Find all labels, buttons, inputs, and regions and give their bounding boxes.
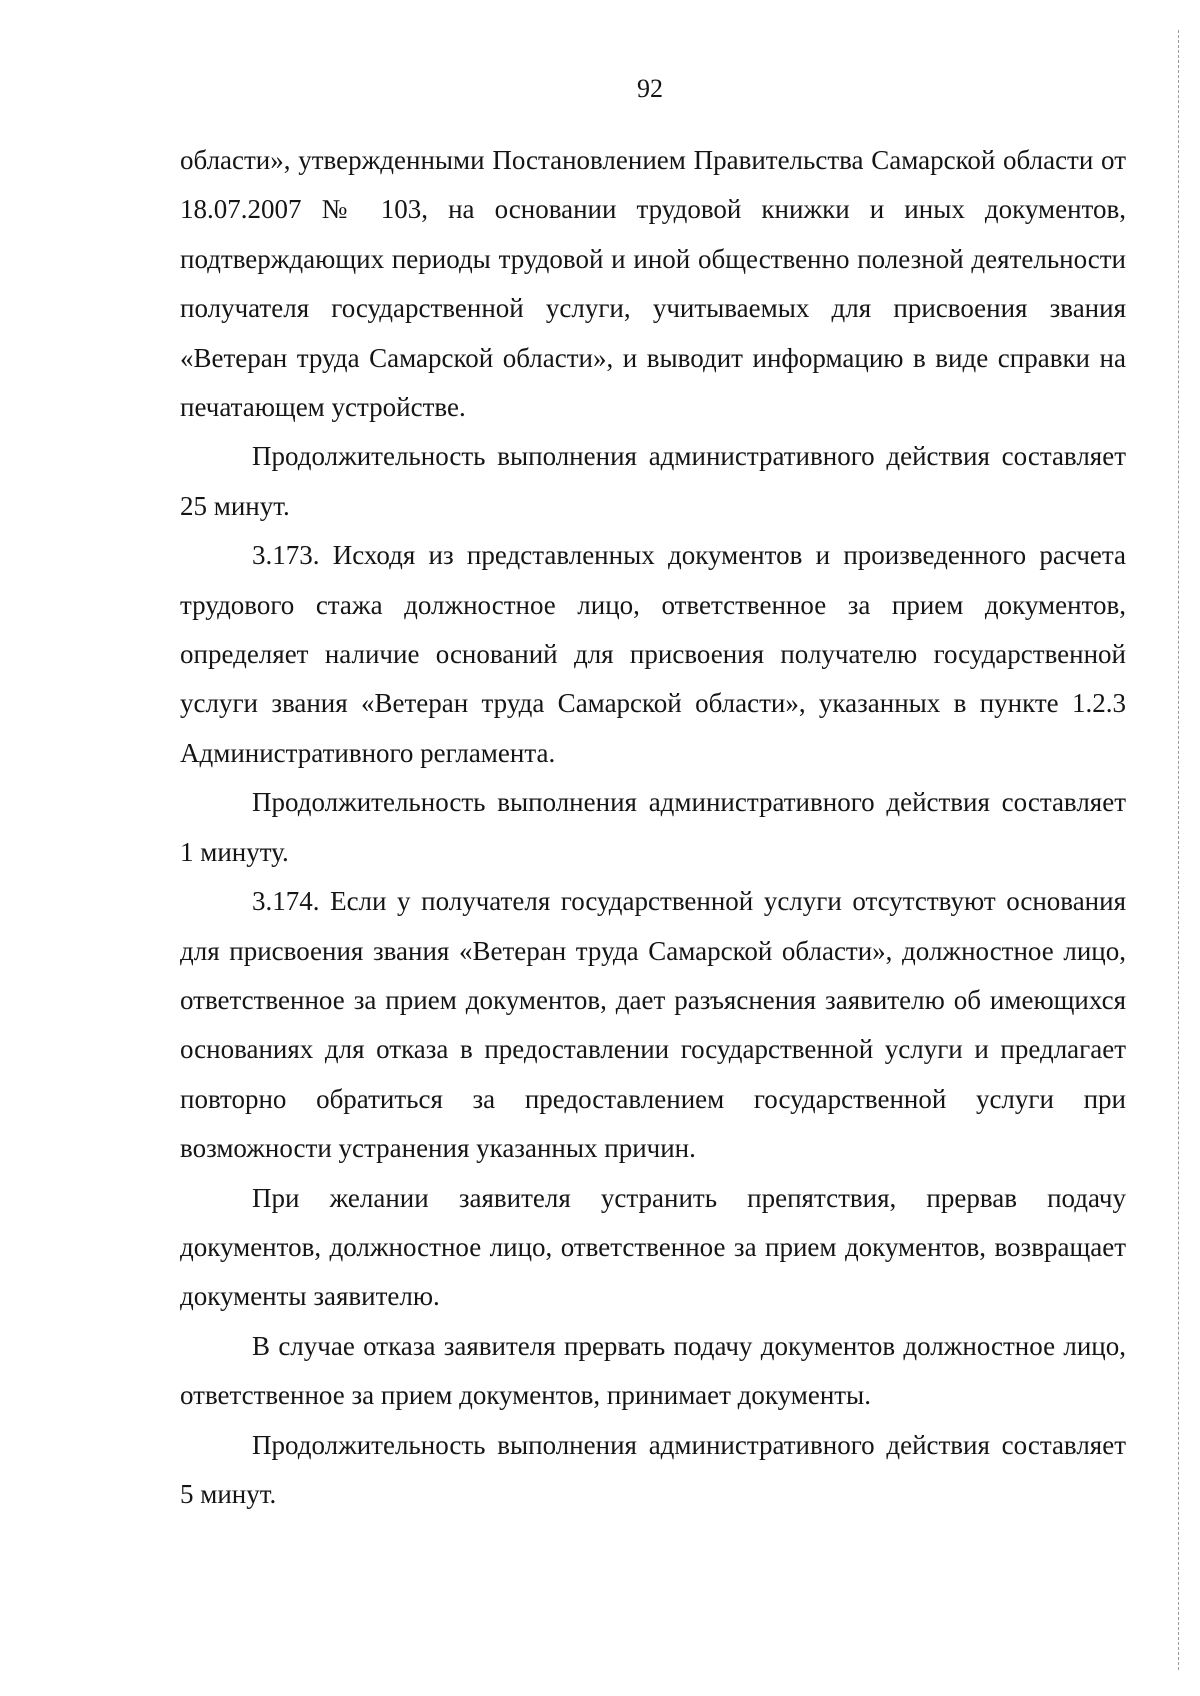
paragraph-duration-25-min: Продолжительность выполнения административного действия составляет 25 минут. <box>180 441 1126 521</box>
paragraph-clause-3-174: 3.174. Если у получателя государственной услуги отсутствуют основания для присвоения звания «Ветеран труда Самарской области», должностное лицо, ответственное за прием документов, дает разъяснения заявителю об имеющихся основаниях для отказа в предоставлении государственной услуги и предлагает повторно обратиться за предоставлением государственной услуги при возможности устранения указанных причин. <box>180 886 1126 1164</box>
paragraph-clause-3-173: 3.173. Исходя из представленных документов и произведенного расчета трудового стажа должностное лицо, ответственное за прием документов, определяет наличие оснований для присвоения получателю государственной услуги звания «Ветеран труда Самарской области», указанных в пункте 1.2.3 Административного регламента. <box>180 540 1126 768</box>
paragraph-accept-documents: В случае отказа заявителя прервать подачу документов должностное лицо, ответственное за прием документов, принимает документы. <box>180 1330 1126 1411</box>
paragraph-duration-5-min: Продолжительность выполнения административного действия составляет 5 минут. <box>180 1429 1126 1509</box>
page-number: 92 <box>637 74 663 103</box>
scan-edge-line <box>1178 30 1179 1670</box>
paragraph-continuation: области», утвержденными Постановлением Правительства Самарской области от 18.07.2007 № 103, на основании трудовой книжки и иных документов, подтверждающих периоды трудовой и иной общественно полезной деятельности получателя государственной услуги, учитываемых для присвоения звания «Ветеран труда Самарской области», и выводит информацию в виде справки на печатающем устройстве. <box>180 145 1126 423</box>
document-body <box>180 136 1126 1519</box>
paragraph-duration-1-min: Продолжительность выполнения административного действия составляет 1 минуту. <box>180 787 1126 867</box>
paragraph-return-documents: При желании заявителя устранить препятствия, прервав подачу документов, должностное лицо, ответственное за прием документов, возвращает документы заявителю. <box>180 1182 1126 1312</box>
